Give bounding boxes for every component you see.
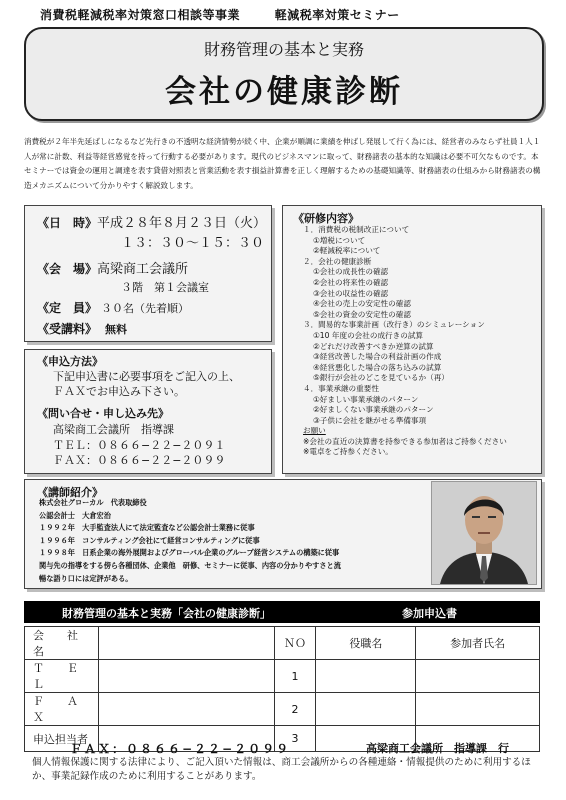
curriculum-line: ４．事業承継の重要性	[303, 383, 379, 393]
header-project: 消費税軽減税率対策窓口相談等事業	[40, 8, 241, 22]
curriculum-line: ②会社の将来性の確認	[313, 277, 389, 287]
apply-line-2: ＦＡＸでお申込み下さい。	[53, 385, 185, 398]
event-date: 平成２８年８月２３日（火）	[97, 216, 267, 231]
career-line: １９９２年 大手監査法人にて法定監査など公認会計士業務に従事	[39, 523, 255, 533]
curriculum-note: ※電卓をご持参ください。	[303, 447, 393, 457]
header-seminar: 軽減税率対策セミナー	[274, 8, 400, 22]
footer-org: 高梁商工会議所 指導課 行	[366, 742, 509, 755]
lecturer-portrait-image	[432, 482, 536, 584]
curriculum-line: ①会社の成長性の確認	[313, 267, 389, 277]
title-box	[24, 27, 544, 121]
curriculum-line: ②好ましくない事業承継のパターン	[313, 405, 434, 415]
curriculum-line: ②軽減税率について	[313, 246, 381, 256]
role-input[interactable]	[316, 693, 416, 726]
curriculum-line: ⑤会社の資金の安定性の確認	[313, 309, 411, 319]
tel-label: Ｔ Ｅ Ｌ	[25, 660, 99, 693]
curriculum-line: ①増税について	[313, 235, 366, 245]
career-line: 暢な語り口には定評がある。	[39, 573, 133, 583]
main-title: 会社の健康診断	[165, 74, 403, 110]
company-label: 会 社 名	[25, 627, 99, 660]
curriculum-line: ２．会社の健康診断	[303, 256, 372, 266]
contact-person-label: 申込担当者	[25, 726, 99, 752]
event-venue: 高梁商工会議所	[97, 262, 189, 277]
participant-name-input[interactable]	[416, 660, 540, 693]
career-line: １９９６年 コンサルティング会社にて経営コンサルティングに従事	[39, 535, 260, 545]
form-row-tel	[25, 660, 540, 693]
venue-label: 《会 場》	[37, 262, 98, 276]
company-input[interactable]	[98, 627, 274, 660]
lecturer-heading: 《講師紹介》	[37, 486, 103, 499]
career-line: 関与先の指導をする傍ら各種団体、企業他 研修、セミナーに従事、内容の分かりやすさと流	[39, 560, 341, 570]
form-header-title: 財務管理の基本と実務「会社の健康診断」	[62, 607, 271, 620]
curriculum-line: ④経営悪化した場合の落ち込みの試算	[313, 362, 442, 372]
fee-label: 《受講料》	[37, 322, 98, 336]
curriculum-note-title: お願い	[303, 426, 326, 436]
application-form-table	[24, 626, 540, 752]
header-line	[40, 6, 400, 23]
form-row-company	[25, 627, 540, 660]
capacity-label: 《定 員》	[37, 301, 98, 315]
contact-org: 高梁商工会議所 指導課	[53, 423, 174, 436]
event-fee: 無料	[105, 323, 128, 336]
row-number: 3	[274, 726, 316, 752]
row-number: 1	[274, 660, 316, 693]
lecturer-company: 株式会社グローカル 代表取締役	[39, 498, 147, 507]
event-time: １３：３０〜１５：３０	[121, 236, 265, 251]
no-header: ＮＯ	[274, 627, 316, 660]
participant-name-input[interactable]	[416, 693, 540, 726]
curriculum-line: ③会社の収益性の確認	[313, 288, 389, 298]
role-input[interactable]	[316, 660, 416, 693]
curriculum-line: ３．間易的な事業計画（改行き）のシミュレーション	[303, 320, 485, 330]
curriculum-line: ②どれだけ改善すべきか逆算の試算	[313, 341, 434, 351]
footer-fax: ＦＡＸ：０８６６−２２−２０９９	[70, 742, 291, 756]
form-row-fax	[25, 693, 540, 726]
curriculum-line: ①10 年度の会社の成行きの試算	[313, 330, 424, 340]
curriculum-line: ③子供に会社を継がせる準備事項	[313, 415, 427, 425]
row-number: 2	[274, 693, 316, 726]
tel-input[interactable]	[98, 660, 274, 693]
curriculum-line: ①好ましい事業承継のパターン	[313, 394, 419, 404]
event-details-panel	[24, 205, 272, 342]
event-room: ３階 第１会議室	[121, 281, 209, 294]
apply-heading: 《申込方法》	[37, 355, 103, 368]
apply-line-1: 下記申込書に必要事項をご記入の上、	[53, 370, 240, 383]
curriculum-line: ③経営改善した場合の利益計画の作成	[313, 352, 442, 362]
curriculum-line: １．消費税の税制改正について	[303, 225, 410, 234]
lecturer-photo	[431, 481, 537, 585]
contact-fax: ＦＡＸ：０８６６−２２−２０９９	[53, 454, 226, 467]
event-capacity: ３０名（先着順）	[101, 302, 190, 315]
curriculum-panel	[282, 205, 542, 474]
fax-label: Ｆ Ａ Ｘ	[25, 693, 99, 726]
lecturer-profile	[39, 497, 415, 585]
date-label: 《日 時》	[37, 216, 98, 230]
intro-text: 消費税が２年半先延ばしになるなど先行きの不透明な経済情勢が続く中、企業が順調に業績を伸ばし発展して行く為には、経営者のみならず社員１人１人が常に計数、利益等経営感覚を持って行動する必要があります。現代のビジネスマンに取って、財務諸表の基本的な知識は必要不可欠なものです。本セミナーでは資金の運用と調達を表す貸借対照表と営業活動を表す損益計算書を正しく理解するための基礎知識等、財務諸表の仕組みから財務諸表の構造メカニズムについて分かりやすく解説致します。	[24, 137, 541, 190]
curriculum-heading: 《研修内容》	[293, 212, 359, 225]
career-line: １９９８年 日系企業の海外展開およびグローバル企業のグループ経営システムの構築に従事	[39, 548, 340, 558]
curriculum-line: ④会社の売上の安定性の確認	[313, 299, 411, 309]
form-header-right: 参加申込書	[402, 607, 457, 620]
fax-input[interactable]	[98, 693, 274, 726]
curriculum-line: ⑤銀行が会社のどこを見ているか（再）	[313, 373, 449, 383]
form-header-bar	[24, 601, 540, 623]
subtitle: 財務管理の基本と実務	[203, 40, 364, 59]
apply-contact-panel	[24, 349, 272, 474]
curriculum-note: ※会社の直近の決算書を持参できる参加者はご持参ください	[303, 436, 507, 446]
role-header: 役職名	[316, 627, 416, 660]
privacy-notice: 個人情報保護に関する法律により、ご記入頂いた情報は、商工会議所からの各種連絡・情報提供のために利用するほか、事業記録作成のために利用することがあります。	[32, 757, 531, 782]
lecturer-qualification: 公認会計士 大倉宏治	[39, 510, 111, 520]
curriculum-list	[303, 225, 507, 458]
contact-tel: ＴＥＬ：０８６６−２２−２０９１	[53, 439, 226, 452]
name-header: 参加者氏名	[416, 627, 540, 660]
contact-heading: 《問い合せ・申し込み先》	[37, 407, 169, 420]
